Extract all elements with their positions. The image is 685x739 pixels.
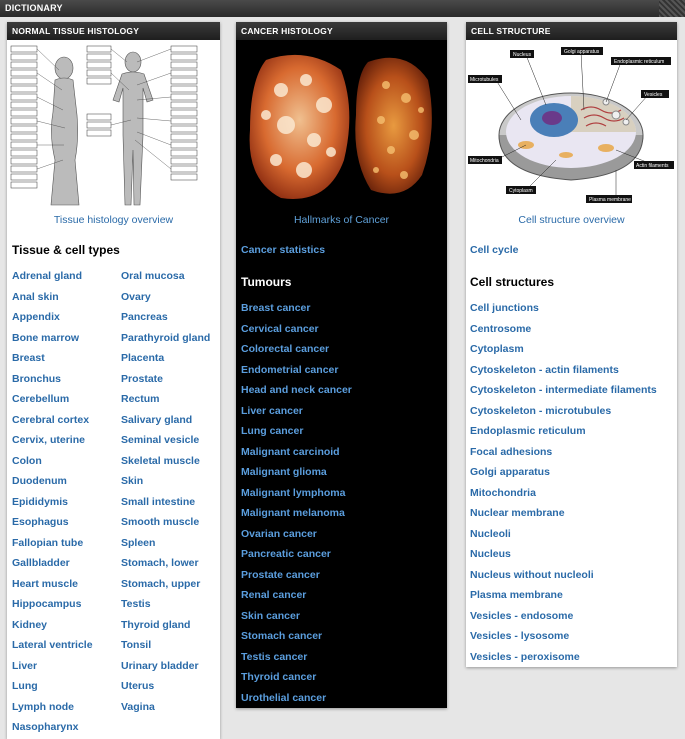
cell-structure-figure[interactable] [466, 40, 677, 210]
cell-structure-link[interactable]: Golgi apparatus [470, 466, 550, 478]
cancer-type-link[interactable]: Stomach cancer [241, 630, 323, 642]
cancer-type-link[interactable]: Endometrial cancer [241, 363, 339, 376]
tissue-type-link[interactable]: Smooth muscle [121, 516, 200, 528]
cell-structure-link[interactable]: Cell junctions [470, 302, 539, 314]
cell-structure-header: CELL STRUCTURE [466, 22, 677, 40]
tissue-type-link[interactable]: Stomach, lower [121, 557, 199, 569]
cell-structure-link[interactable]: Plasma membrane [470, 589, 563, 601]
tissue-type-link[interactable]: Small intestine [121, 495, 196, 508]
tissue-type-link[interactable]: Stomach, upper [121, 577, 201, 590]
cancer-statistics-link[interactable]: Cancer statistics [241, 244, 326, 256]
tissue-type-link[interactable]: Kidney [12, 618, 48, 631]
cancer-type-link[interactable]: Pancreatic cancer [241, 548, 331, 560]
cell-structure-link[interactable]: Focal adhesions [470, 445, 553, 458]
tissue-type-link[interactable]: Fallopian tube [12, 536, 84, 549]
tissue-type-link[interactable]: Ovary [121, 290, 151, 303]
tissue-type-link[interactable]: Lateral ventricle [12, 639, 93, 651]
tissue-type-link[interactable]: Breast [12, 352, 45, 364]
hallmarks-of-cancer-link[interactable]: Hallmarks of Cancer [293, 214, 390, 226]
cancer-type-link[interactable]: Urothelial cancer [241, 691, 327, 704]
tissue-type-link[interactable]: Skin [121, 475, 144, 487]
tissue-type-link[interactable]: Tonsil [121, 639, 152, 651]
tissue-type-link[interactable]: Oral mucosa [121, 270, 185, 282]
tissue-cell-types-heading: Tissue & cell types [12, 243, 120, 257]
cancer-tissue-figure[interactable] [236, 40, 447, 210]
tissue-type-link[interactable]: Lung [12, 680, 38, 692]
resize-grip-icon[interactable] [659, 0, 685, 17]
tissue-type-link[interactable]: Bronchus [12, 372, 62, 385]
tissue-type-link[interactable]: Salivary gland [121, 413, 193, 426]
cell-structures-heading: Cell structures [470, 275, 555, 289]
cell-structure-link[interactable]: Vesicles - peroxisome [470, 650, 580, 663]
page-title: DICTIONARY [5, 3, 63, 13]
tissue-type-link[interactable]: Duodenum [12, 475, 67, 487]
diagram-label-nucleus: Nucleus [513, 52, 532, 58]
cancer-type-link[interactable]: Colorectal cancer [241, 343, 330, 355]
tissue-type-link[interactable]: Cervix, uterine [12, 434, 85, 446]
tissue-type-link[interactable]: Skeletal muscle [121, 454, 200, 467]
tissue-type-link[interactable]: Lymph node [12, 700, 75, 713]
cell-structure-link[interactable]: Nuclear membrane [470, 507, 565, 519]
dictionary-title-bar [0, 0, 685, 17]
normal-tissue-panel [7, 22, 220, 739]
cell-cycle-link[interactable]: Cell cycle [470, 244, 519, 256]
cell-structure-overview-link[interactable]: Cell structure overview [518, 214, 625, 226]
tissue-histology-overview-link[interactable]: Tissue histology overview [53, 214, 174, 226]
tissue-type-link[interactable]: Esophagus [12, 516, 69, 528]
tissue-type-link[interactable]: Hippocampus [12, 598, 82, 610]
cancer-type-link[interactable]: Cervical cancer [241, 322, 319, 335]
cancer-type-link[interactable]: Thyroid cancer [241, 671, 317, 683]
cancer-type-link[interactable]: Malignant melanoma [241, 507, 345, 519]
tissue-type-link[interactable]: Prostate [121, 372, 164, 385]
diagram-label-cytoplasm: Cytoplasm [509, 188, 533, 194]
tissue-type-link[interactable]: Testis [121, 598, 151, 610]
tissue-type-link[interactable]: Pancreas [121, 311, 168, 323]
cell-structure-link[interactable]: Vesicles - endosome [470, 609, 574, 622]
diagram-label-golgi: Golgi apparatus [564, 49, 600, 55]
cancer-type-link[interactable]: Testis cancer [241, 650, 308, 663]
tissue-type-link[interactable]: Gallbladder [12, 557, 70, 569]
cancer-type-link[interactable]: Breast cancer [241, 302, 311, 314]
tissue-type-link[interactable]: Colon [12, 454, 42, 467]
diagram-label-er: Endoplasmic reticulum [614, 59, 665, 65]
cell-structure-panel [466, 22, 677, 667]
tissue-type-link[interactable]: Seminal vesicle [121, 434, 200, 446]
tissue-type-link[interactable]: Anal skin [12, 290, 59, 303]
cell-structure-link[interactable]: Cytoskeleton - microtubules [470, 404, 612, 417]
tissue-type-link[interactable]: Vagina [121, 700, 155, 713]
tissue-type-link[interactable]: Liver [12, 659, 38, 672]
tissue-type-link[interactable]: Nasopharynx [12, 721, 79, 733]
tissue-type-link[interactable]: Spleen [121, 536, 156, 549]
cell-structure-link[interactable]: Vesicles - lysosome [470, 630, 570, 642]
cell-structure-link[interactable]: Centrosome [470, 322, 532, 335]
cell-structure-link[interactable]: Mitochondria [470, 486, 536, 499]
tissue-type-link[interactable]: Bone marrow [12, 331, 80, 344]
tumours-heading: Tumours [241, 275, 292, 289]
tissue-histology-figure[interactable] [7, 40, 220, 210]
cell-structure-link[interactable]: Endoplasmic reticulum [470, 425, 586, 437]
tissue-type-link[interactable]: Rectum [121, 393, 160, 405]
cancer-type-link[interactable]: Malignant lymphoma [241, 486, 346, 499]
tissue-type-link[interactable]: Parathyroid gland [121, 331, 211, 344]
cancer-histology-panel [236, 22, 447, 708]
tissue-type-link[interactable]: Cerebellum [12, 393, 70, 405]
cancer-type-link[interactable]: Malignant glioma [241, 466, 327, 478]
cancer-type-link[interactable]: Malignant carcinoid [241, 445, 340, 458]
cell-structure-link[interactable]: Cytoplasm [470, 343, 524, 355]
tissue-type-link[interactable]: Urinary bladder [121, 659, 199, 672]
normal-tissue-header: NORMAL TISSUE HISTOLOGY [7, 22, 220, 40]
cancer-type-link[interactable]: Skin cancer [241, 609, 300, 622]
cancer-type-link[interactable]: Head and neck cancer [241, 384, 352, 396]
cancer-type-link[interactable]: Lung cancer [241, 425, 304, 437]
tissue-type-link[interactable]: Cerebral cortex [12, 413, 90, 426]
cell-structure-link[interactable]: Cytoskeleton - intermediate filaments [470, 384, 657, 396]
tissue-type-link[interactable]: Adrenal gland [12, 270, 83, 282]
diagram-label-microtubules: Microtubules [470, 77, 499, 83]
cancer-histology-header: CANCER HISTOLOGY [236, 22, 447, 40]
tissue-type-link[interactable]: Heart muscle [12, 577, 78, 590]
cell-structure-link[interactable]: Cytoskeleton - actin filaments [470, 363, 619, 376]
cancer-type-link[interactable]: Prostate cancer [241, 568, 320, 581]
tissue-type-link[interactable]: Thyroid gland [121, 618, 191, 631]
tissue-type-link[interactable]: Epididymis [12, 495, 69, 508]
diagram-label-vesicles: Vesicles [644, 92, 663, 98]
cancer-type-link[interactable]: Ovarian cancer [241, 527, 317, 540]
diagram-label-actin: Actin filaments [636, 163, 669, 169]
tissue-type-link[interactable]: Placenta [121, 352, 165, 364]
diagram-label-plasma-membrane: Plasma membrane [589, 197, 631, 203]
cell-structure-link[interactable]: Nucleus [470, 548, 511, 560]
diagram-label-mitochondria: Mitochondria [470, 158, 499, 164]
cell-structure-link[interactable]: Nucleoli [470, 527, 511, 540]
cancer-type-link[interactable]: Liver cancer [241, 404, 303, 417]
tissue-type-link[interactable]: Uterus [121, 680, 155, 692]
tissue-type-link[interactable]: Appendix [12, 311, 60, 323]
cell-structure-link[interactable]: Nucleus without nucleoli [470, 568, 594, 581]
cancer-type-link[interactable]: Renal cancer [241, 589, 307, 601]
